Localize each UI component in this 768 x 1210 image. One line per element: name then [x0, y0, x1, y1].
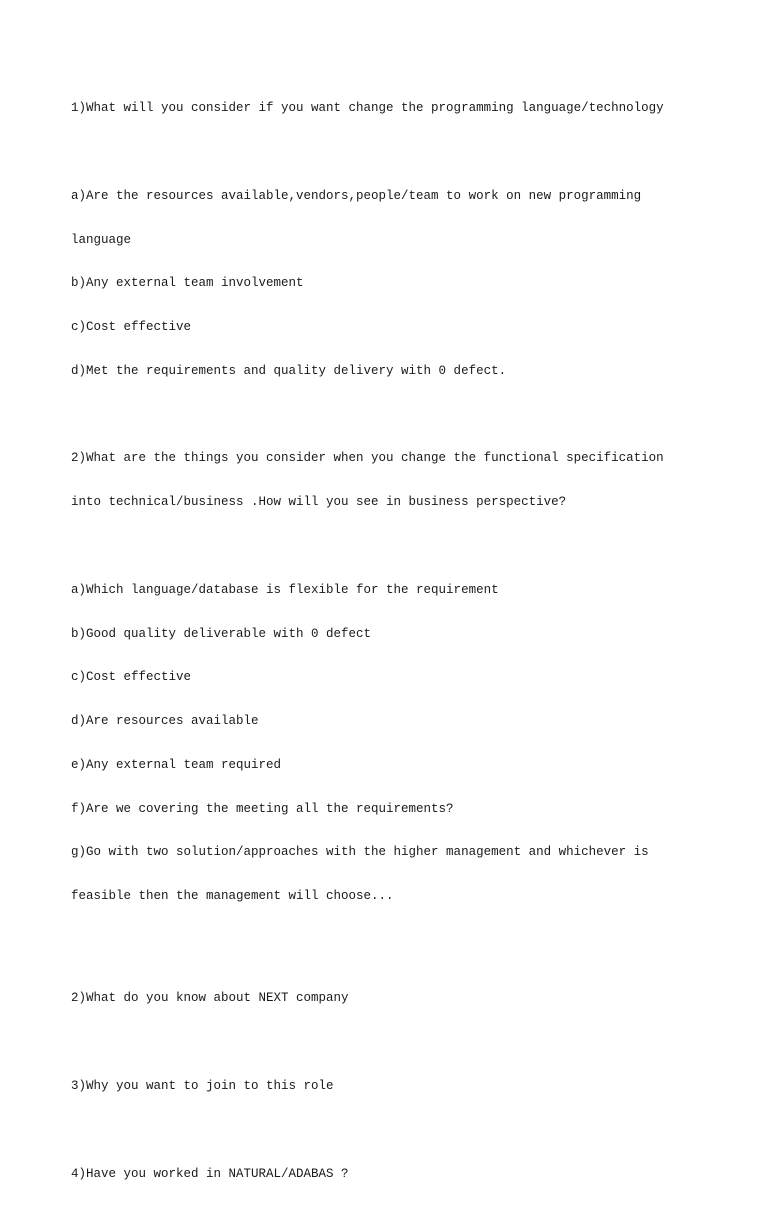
answer-2e: e)Any external team required	[71, 757, 282, 772]
answer-2g: g)Go with two solution/approaches with the higher management and whichever is	[71, 845, 649, 860]
answer-1a: a)Are the resources available,vendors,people/team to work on new programming	[71, 188, 642, 203]
answer-1d: d)Met the requirements and quality delivery with 0 defect.	[71, 363, 507, 378]
document-body	[71, 72, 711, 1210]
answer-1b: b)Any external team involvement	[71, 276, 304, 291]
answer-2g-cont: feasible then the management will choose...	[71, 889, 394, 904]
answer-2c: c)Cost effective	[71, 670, 192, 685]
question-2-line-1: 2)What are the things you consider when you change the functional specification	[71, 451, 664, 466]
question-5: 4)Have you worked in NATURAL/ADABAS ?	[71, 1166, 349, 1181]
answer-2b: b)Good quality deliverable with 0 defect	[71, 626, 372, 641]
question-4: 3)Why you want to join to this role	[71, 1078, 334, 1093]
question-1: 1)What will you consider if you want change the programming language/technology	[71, 101, 664, 116]
answer-2f: f)Are we covering the meeting all the requirements?	[71, 801, 454, 816]
answer-2d: d)Are resources available	[71, 714, 259, 729]
question-2-line-2: into technical/business .How will you see in business perspective?	[71, 495, 567, 510]
answer-2a: a)Which language/database is flexible for the requirement	[71, 582, 499, 597]
answer-1a-cont: language	[71, 232, 132, 247]
answer-1c: c)Cost effective	[71, 320, 192, 335]
question-3: 2)What do you know about NEXT company	[71, 991, 349, 1006]
